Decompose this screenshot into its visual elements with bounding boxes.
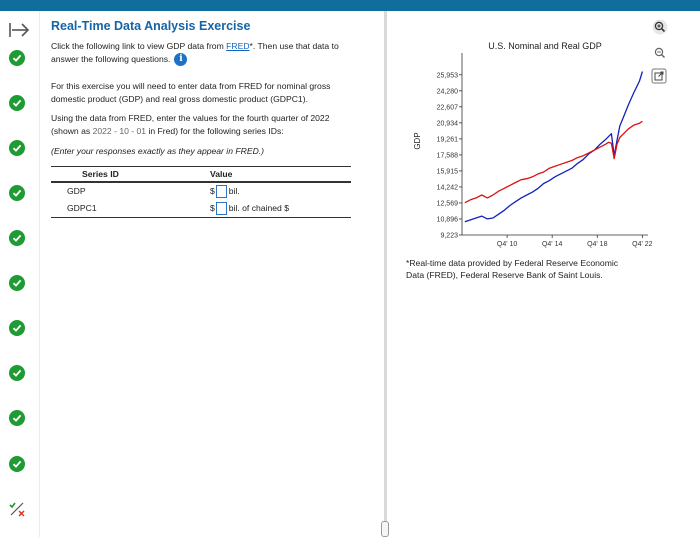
question-nav-rail xyxy=(0,11,40,537)
note-line2: Data (FRED), Federal Reserve Bank of Saint Louis. xyxy=(406,270,603,280)
table-row xyxy=(51,200,351,218)
question-complete-icon[interactable] xyxy=(9,185,25,201)
unit-label: bil. xyxy=(228,185,240,196)
dollar-sign: $ xyxy=(210,185,215,196)
question-complete-icon[interactable] xyxy=(9,320,25,336)
value-cell-gdp xyxy=(186,182,351,200)
data-source-note xyxy=(406,257,656,281)
series-id-gdpc1: GDPC1 xyxy=(51,200,186,218)
note-line1: *Real-time data provided by Federal Reserve Economic xyxy=(406,258,619,268)
fred-link[interactable]: FRED xyxy=(226,41,250,51)
chart-title: U.S. Nominal and Real GDP xyxy=(488,41,602,51)
question-complete-icon[interactable] xyxy=(9,365,25,381)
y-tick-label: 10,896 xyxy=(436,216,458,224)
y-tick-label: 25,953 xyxy=(436,72,458,80)
question-partial-icon[interactable] xyxy=(8,500,26,518)
gdpc1-answer-input[interactable] xyxy=(216,202,227,215)
y-tick-label: 12,569 xyxy=(436,200,458,208)
question-pane xyxy=(40,11,384,537)
y-tick-label: 22,607 xyxy=(436,104,458,112)
plot-area xyxy=(437,53,653,248)
header-series-id: Series ID xyxy=(51,167,186,182)
question-complete-icon[interactable] xyxy=(9,456,25,472)
nominal-gdp-line xyxy=(465,72,643,222)
series-id-gdp: GDP xyxy=(67,186,86,196)
para3-line2-post: in Fred) for the following series IDs: xyxy=(146,126,284,136)
y-tick-label: 17,588 xyxy=(436,152,458,160)
question-complete-icon[interactable] xyxy=(9,50,25,66)
y-axis-label: GDP xyxy=(413,132,422,150)
zoom-in-icon[interactable] xyxy=(652,19,668,35)
entry-instruction: (Enter your responses exactly as they appear in FRED.) xyxy=(51,146,265,156)
x-tick-label: Q4' 22 xyxy=(632,241,653,248)
question-complete-icon[interactable] xyxy=(9,230,25,246)
pane-divider[interactable] xyxy=(384,11,387,537)
y-tick-label: 15,915 xyxy=(436,168,458,176)
gdp-chart xyxy=(390,11,660,251)
intro-paragraph xyxy=(51,40,339,66)
para3-line2-pre: (shown as xyxy=(51,126,93,136)
zoom-out-icon[interactable] xyxy=(652,45,668,61)
dollar-sign: $ xyxy=(210,202,215,213)
para3-line1: Using the data from FRED, enter the values for the fourth quarter of 2022 xyxy=(51,113,330,123)
y-tick-label: 14,242 xyxy=(436,184,458,192)
table-row xyxy=(51,182,351,200)
para2-line2: domestic product (GDP) and real gross domestic product (GDPC1). xyxy=(51,94,308,104)
instructions-paragraph xyxy=(51,80,330,106)
chart-pane xyxy=(390,11,700,537)
y-tick-label: 19,261 xyxy=(436,136,458,144)
table-header-row xyxy=(51,167,351,182)
gdp-answer-input[interactable] xyxy=(216,185,227,198)
date-value: 2022 - 10 - 01 xyxy=(92,126,147,136)
open-new-window-icon[interactable] xyxy=(651,68,667,84)
intro-text-after: *. Then use that data to xyxy=(249,41,339,51)
series-table xyxy=(51,166,351,218)
date-paragraph xyxy=(51,112,330,138)
para2-line1: For this exercise you will need to enter data from FRED for nominal gross xyxy=(51,81,331,91)
x-tick-label: Q4' 14 xyxy=(541,241,563,248)
question-complete-icon[interactable] xyxy=(9,140,25,156)
exercise-title: Real-Time Data Analysis Exercise xyxy=(51,19,251,33)
y-tick-label: 24,280 xyxy=(436,88,458,96)
intro-text-before: Click the following link to view GDP data from xyxy=(51,41,227,51)
value-cell-gdpc1 xyxy=(186,200,351,218)
question-complete-icon[interactable] xyxy=(9,410,25,426)
question-complete-icon[interactable] xyxy=(9,95,25,111)
intro-text-line2: answer the following questions. xyxy=(51,54,171,64)
info-icon[interactable]: i xyxy=(174,53,187,66)
x-tick-label: Q4' 10 xyxy=(496,241,518,248)
unit-label: bil. of chained $ xyxy=(228,202,289,213)
top-bar xyxy=(0,0,700,11)
real-gdp-line xyxy=(465,121,643,202)
resize-handle[interactable] xyxy=(381,521,389,537)
expand-arrow-icon[interactable] xyxy=(6,19,34,43)
x-tick-label: Q4' 18 xyxy=(587,241,608,248)
y-tick-label: 9,223 xyxy=(440,232,458,240)
y-tick-label: 20,934 xyxy=(436,120,458,128)
question-complete-icon[interactable] xyxy=(9,275,25,291)
header-value: Value xyxy=(186,167,351,182)
